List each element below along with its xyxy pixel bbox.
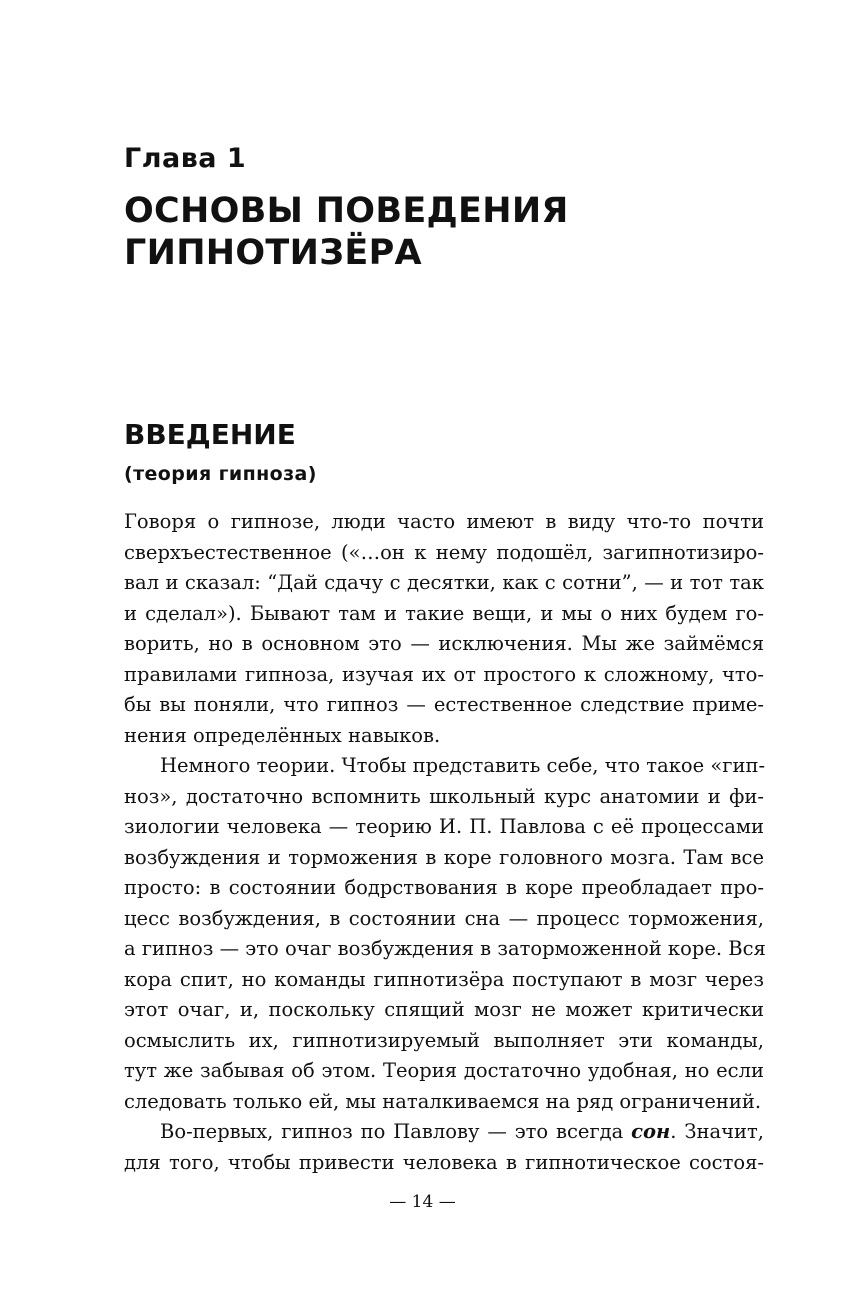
text-line: а гипноз — это очаг возбуждения в заторможенной коре. Вся (124, 937, 766, 960)
section-title: ВВЕДЕНИЕ (124, 418, 296, 451)
page-number: — 14 — (389, 1192, 456, 1212)
text-line: Немного теории. Чтобы представить себе, что такое «гип- (160, 754, 766, 777)
text-run: Во-первых, гипноз по Павлову — это всегда (160, 1120, 632, 1143)
chapter-title (124, 190, 774, 274)
text-line: зиологии человека — теорию И. П. Павлова с её процессами (124, 815, 764, 838)
text-line: нения определённых навыков. (124, 723, 441, 747)
text-line: Говоря о гипнозе, люди часто имеют в виду что-то почти (124, 510, 764, 533)
text-line: этот очаг, и, поскольку спящий мозг не может критически (124, 998, 764, 1021)
text-line: ноз», достаточно вспомнить школьный курс анатомии и фи- (124, 784, 764, 808)
chapter-label: Глава 1 (124, 143, 247, 174)
body-text (124, 507, 764, 1178)
text-line: для того, чтобы привести человека в гипнотическое состоя- (124, 1150, 764, 1174)
text-line: просто: в состоянии бодрствования в коре преобладает про- (124, 876, 764, 899)
text-line: цесс возбуждения, в состоянии сна — процесс торможения, (124, 906, 764, 930)
text-line: бы вы поняли, что гипноз — естественное следствие приме- (124, 693, 764, 716)
section-subtitle: (теория гипноза) (124, 463, 317, 485)
text-line: тут же забывая об этом. Теория достаточно удобная, но если (124, 1059, 764, 1082)
text-line: и сделал»). Бывают там и такие вещи, и мы о них будем го- (124, 601, 764, 625)
text-line (124, 1117, 764, 1148)
text-run: . Значит, (670, 1120, 764, 1143)
text-line: возбуждения и торможения в коре головного мозга. Там все (124, 845, 764, 869)
chapter-title-line: ОСНОВЫ ПОВЕДЕНИЯ (124, 191, 569, 231)
text-line: сверхъестественное («…он к нему подошёл, загипнотизиро- (124, 540, 764, 564)
text-line: вал и сказал: “Дай сдачу с десятки, как с сотни”, — и тот так (124, 571, 764, 594)
text-line: следовать только ей, мы наталкиваемся на ряд ограничений. (124, 1089, 762, 1113)
emphasized-word: сон (631, 1120, 671, 1143)
text-line: кора спит, но команды гипнотизёра поступают в мозг через (124, 967, 764, 991)
chapter-title-line: ГИПНОТИЗЁРА (124, 233, 422, 273)
text-line: осмыслить их, гипнотизируемый выполняет эти команды, (124, 1028, 764, 1052)
text-line: ворить, но в основном это — исключения. Мы же займёмся (124, 632, 764, 655)
text-line: правилами гипноза, изучая их от простого к сложному, что- (124, 662, 764, 686)
